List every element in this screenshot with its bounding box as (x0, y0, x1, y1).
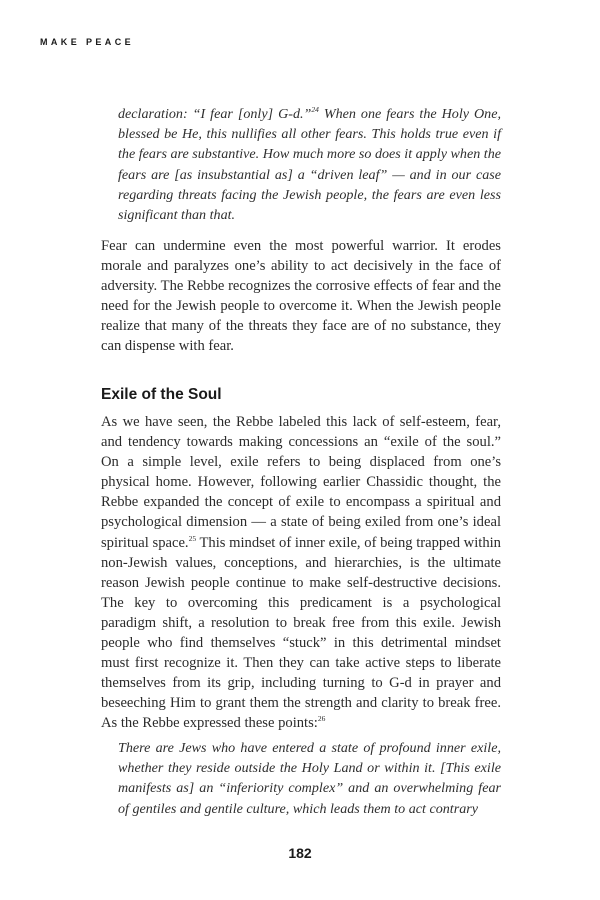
running-head: MAKE PEACE (40, 37, 135, 47)
page-number: 182 (288, 845, 312, 861)
footnote-ref-24[interactable]: 24 (311, 105, 319, 114)
paragraph-2-text-b: This mindset of inner exile, of being trapped within non-Jewish values, conceptions, and hierarchies, is the ultimate reason Jewish people continue to make self-destructive decisions. The key to overcoming this predicament is a psychological paradigm shift, a resolution to break free from this exile. Jewish people who find themselves “stuck” in this detrimental mindset must first recognize it. Then they can take active steps to liberate themselves from its grip, including turning to G-d in prayer and beseeching Him to grant them the strength and clarity to break free. As the Rebbe expressed these points: (101, 534, 501, 732)
paragraph-2-text-a: As we have seen, the Rebbe labeled this lack of self-esteem, fear, and tendency towards making concessions an “exile of the soul.” On a simple level, exile refers to being displaced from one’s physical home. However, following earlier Chassidic thought, the Rebbe expanded the concept of exile to encompass a spiritual and psychological dimension — a state of being exiled from one’s ideal spiritual space. (101, 414, 501, 551)
quote-1-text-a: declaration: “I fear [only] G-d.” (118, 106, 312, 122)
footnote-ref-26[interactable]: 26 (317, 714, 326, 724)
block-quote-2: There are Jews who have entered a state of profound inner exile, whether they reside outside the Holy Land or within it. [This exile manifests as] an “inferiority complex” and an overwhelming fear of gentiles and gentile culture, which leads them to act contrary (118, 740, 501, 817)
paragraph-2 (101, 412, 501, 734)
quote-1-text-b: When one fears the Holy One, blessed be He, this nullifies all other fears. This holds true even if the fears are substantive. How much more so does it apply when the fears are [as insubstantial as] a “driven leaf” — and in our case regarding threats facing the Jewish people, the fears are even less significant than that. (118, 106, 502, 224)
paragraph-1: Fear can undermine even the most powerful warrior. It erodes morale and paralyzes one’s ability to act decisively in the face of adversity. The Rebbe recognizes the corrosive effects of fear and the need for the Jewish people to overcome it. When the Jewish people realize that many of the threats they face are of no substance, they can dispense with fear. (101, 238, 501, 355)
section-heading: Exile of the Soul (101, 386, 222, 403)
block-quote-1 (118, 104, 501, 225)
footnote-ref-25[interactable]: 25 (188, 533, 197, 543)
